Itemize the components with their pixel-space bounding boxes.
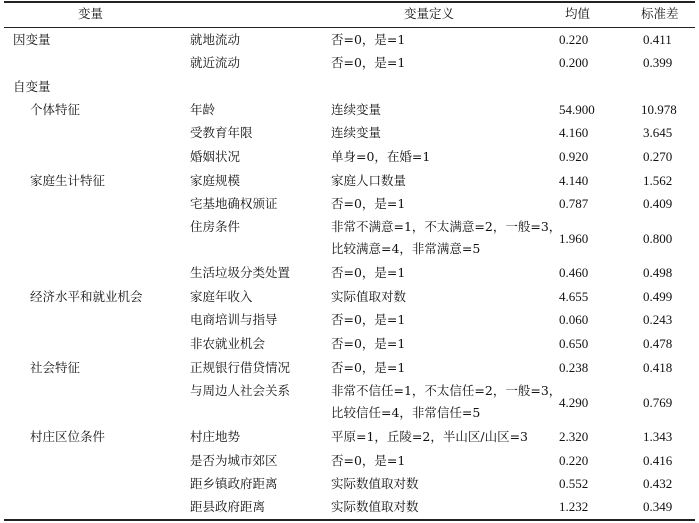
sd-value: 10.978	[641, 102, 677, 117]
variable-definition: 否=0，是=1	[331, 453, 406, 468]
variable-definition: 非常不信任=1，不太信任=2，一般=3，	[331, 383, 562, 398]
mean-value: 1.960	[559, 231, 589, 246]
mean-value: 4.655	[559, 289, 589, 304]
header-definition: 变量定义	[404, 6, 455, 21]
sd-value: 0.243	[643, 312, 673, 327]
variable-definition: 平原=1，丘陵=2，半山区/山区=3	[331, 429, 528, 444]
mean-value: 4.160	[559, 125, 589, 140]
variable-name: 电商培训与指导	[190, 312, 278, 327]
group-social: 社会特征	[30, 360, 81, 375]
bottom-rule	[4, 519, 695, 521]
variable-name: 是否为城市郊区	[190, 453, 278, 468]
variable-name: 就地流动	[190, 32, 241, 47]
sd-value: 3.645	[643, 125, 673, 140]
mean-value: 0.460	[559, 265, 589, 280]
variable-definition: 否=0，是=1	[331, 312, 406, 327]
group-location: 村庄区位条件	[30, 429, 106, 444]
group-economy: 经济水平和就业机会	[30, 289, 143, 304]
variable-name: 受教育年限	[190, 125, 253, 140]
variable-name: 就近流动	[190, 55, 241, 70]
variable-name: 生活垃圾分类处置	[190, 265, 291, 280]
mean-value: 0.220	[559, 453, 589, 468]
variable-name: 距县政府距离	[190, 499, 266, 514]
variable-definition: 否=0，是=1	[331, 336, 406, 351]
variable-name: 年龄	[190, 102, 216, 117]
mean-value: 0.200	[559, 55, 589, 70]
variable-name: 非农就业机会	[190, 336, 266, 351]
variable-definition-line2: 比较满意=4，非常满意=5	[331, 241, 481, 256]
sd-value: 0.498	[643, 265, 673, 280]
variable-definition: 实际数值取对数	[331, 476, 419, 491]
sd-value: 0.416	[643, 453, 673, 468]
variable-definition: 实际值取对数	[331, 289, 407, 304]
sd-value: 0.349	[643, 499, 673, 514]
mean-value: 4.290	[559, 395, 589, 410]
sd-value: 0.399	[643, 55, 673, 70]
variable-name: 正规银行借贷情况	[190, 360, 291, 375]
header-sd: 标准差	[641, 6, 679, 21]
variable-definition: 否=0，是=1	[331, 196, 406, 211]
variable-name: 距乡镇政府距离	[190, 476, 278, 491]
mean-value: 0.060	[559, 312, 589, 327]
mean-value: 54.900	[559, 102, 595, 117]
header-mean: 均值	[565, 6, 591, 21]
group-livelihood: 家庭生计特征	[30, 173, 106, 188]
sd-value: 0.432	[643, 476, 673, 491]
header-variable: 变量	[78, 6, 104, 21]
variable-name: 宅基地确权颁证	[190, 196, 278, 211]
mean-value: 0.220	[559, 32, 589, 47]
mean-value: 1.232	[559, 499, 589, 514]
mean-value: 0.650	[559, 336, 589, 351]
section-dependent: 因变量	[13, 32, 51, 47]
header-rule	[4, 27, 695, 28]
variable-definition: 家庭人口数量	[331, 173, 407, 188]
variable-definition: 否=0，是=1	[331, 265, 406, 280]
variable-name: 村庄地势	[190, 429, 241, 444]
variable-definition: 单身=0，在婚=1	[331, 149, 431, 164]
variable-name: 与周边人社会关系	[190, 383, 291, 398]
mean-value: 2.320	[559, 429, 589, 444]
mean-value: 4.140	[559, 173, 589, 188]
mean-value: 0.552	[559, 476, 589, 491]
sd-value: 1.562	[643, 173, 673, 188]
variable-definition: 连续变量	[331, 102, 382, 117]
variable-definition: 否=0，是=1	[331, 55, 406, 70]
variable-definition-line2: 比较信任=4，非常信任=5	[331, 405, 481, 420]
sd-value: 0.270	[643, 149, 673, 164]
variable-name: 家庭年收入	[190, 289, 253, 304]
variable-definition: 非常不满意=1，不太满意=2，一般=3，	[331, 219, 562, 234]
sd-value: 0.478	[643, 336, 673, 351]
variable-name: 婚姻状况	[190, 149, 241, 164]
variable-definition: 否=0，是=1	[331, 360, 406, 375]
sd-value: 1.343	[643, 429, 673, 444]
sd-value: 0.800	[643, 231, 673, 246]
mean-value: 0.787	[559, 196, 589, 211]
variable-definition: 实际数值取对数	[331, 499, 419, 514]
section-independent: 自变量	[13, 79, 51, 94]
variable-name: 住房条件	[190, 219, 241, 234]
sd-value: 0.769	[643, 395, 673, 410]
sd-value: 0.411	[643, 32, 672, 47]
sd-value: 0.409	[643, 196, 673, 211]
mean-value: 0.920	[559, 149, 589, 164]
mean-value: 0.238	[559, 360, 589, 375]
variable-definition: 连续变量	[331, 125, 382, 140]
sd-value: 0.418	[643, 360, 673, 375]
variable-name: 家庭规模	[190, 173, 241, 188]
variable-definition: 否=0，是=1	[331, 32, 406, 47]
group-individual: 个体特征	[30, 102, 81, 117]
sd-value: 0.499	[643, 289, 673, 304]
top-rule	[4, 1, 695, 3]
